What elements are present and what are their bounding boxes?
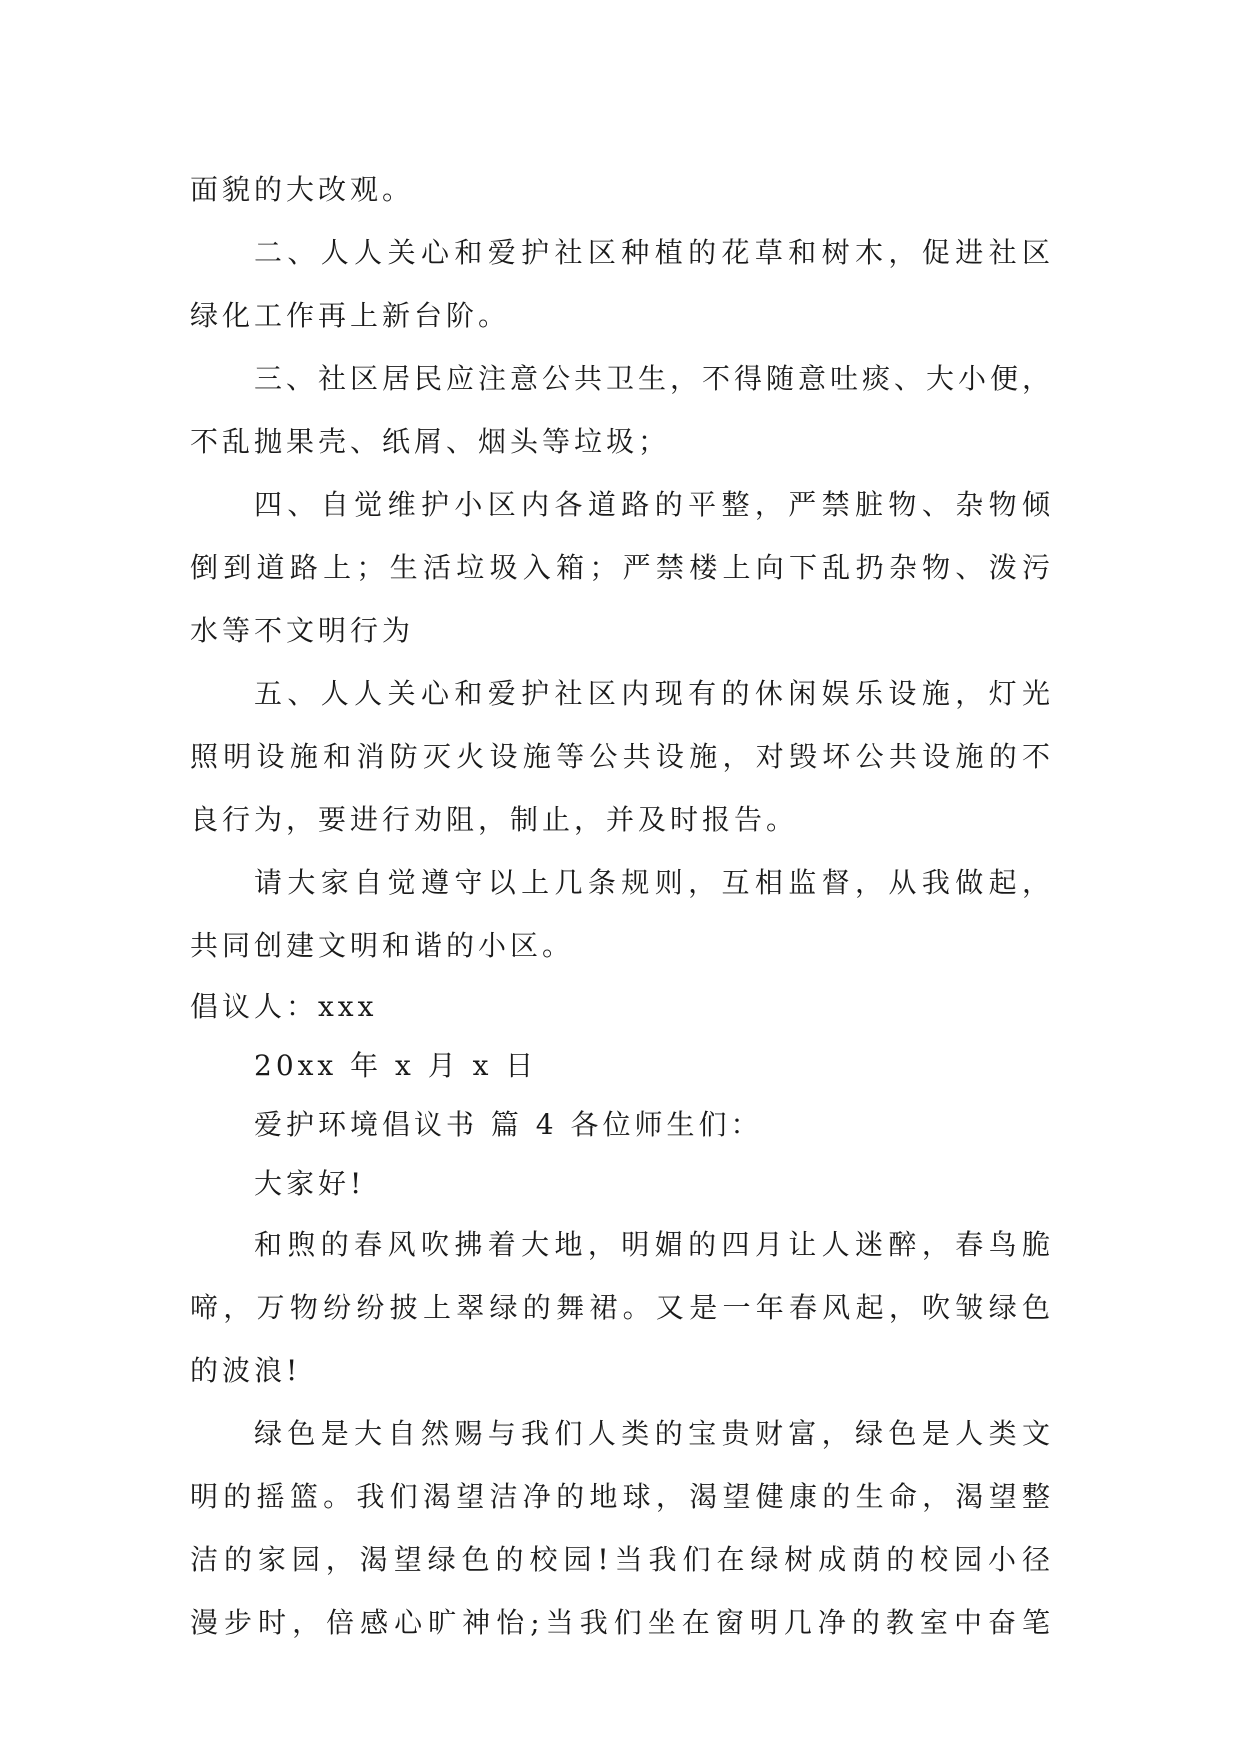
text-line: 绿色是大自然赐与我们人类的宝贵财富，绿色是人类文 — [254, 1417, 1050, 1450]
text-line: 倒到道路上；生活垃圾入箱；严禁楼上向下乱扔杂物、泼污 — [190, 551, 1050, 584]
text-line: 不乱抛果壳、纸屑、烟头等垃圾； — [190, 425, 671, 458]
text-line: 漫步时，倍感心旷神怡;当我们坐在窗明几净的教室中奋笔 — [190, 1606, 1050, 1639]
text-line: 啼，万物纷纷披上翠绿的舞裙。又是一年春风起，吹皱绿色 — [190, 1291, 1050, 1324]
proposer-line: 倡议人：xxx — [190, 990, 378, 1023]
text-line: 四、自觉维护小区内各道路的平整，严禁脏物、杂物倾 — [254, 488, 1050, 521]
text-line: 明的摇篮。我们渴望洁净的地球，渴望健康的生命，渴望整 — [190, 1480, 1050, 1513]
text-line: 的波浪! — [190, 1354, 302, 1387]
text-line: 请大家自觉遵守以上几条规则，互相监督，从我做起， — [254, 866, 1050, 899]
text-line: 绿化工作再上新台阶。 — [190, 299, 511, 332]
text-line: 良行为，要进行劝阻，制止，并及时报告。 — [190, 803, 799, 836]
text-line: 五、人人关心和爱护社区内现有的休闲娱乐设施，灯光 — [254, 677, 1050, 710]
text-line: 洁的家园，渴望绿色的校园!当我们在绿树成荫的校园小径 — [190, 1543, 1050, 1576]
text-line: 照明设施和消防灭火设施等公共设施，对毁坏公共设施的不 — [190, 740, 1050, 773]
document-body — [190, 158, 1050, 1654]
text-line: 共同创建文明和谐的小区。 — [190, 929, 575, 962]
text-line: 面貌的大改观。 — [190, 173, 415, 206]
text-line: 二、人人关心和爱护社区种植的花草和树木，促进社区 — [254, 236, 1050, 269]
date-line: 20xx 年 x 月 x 日 — [254, 1049, 538, 1082]
text-line: 水等不文明行为 — [190, 614, 415, 647]
text-line: 三、社区居民应注意公共卫生，不得随意吐痰、大小便， — [254, 362, 1050, 395]
greeting-line: 大家好! — [254, 1167, 366, 1200]
text-line: 和煦的春风吹拂着大地，明媚的四月让人迷醉，春鸟脆 — [254, 1228, 1050, 1261]
section-heading: 爱护环境倡议书 篇 4 各位师生们： — [254, 1108, 763, 1141]
